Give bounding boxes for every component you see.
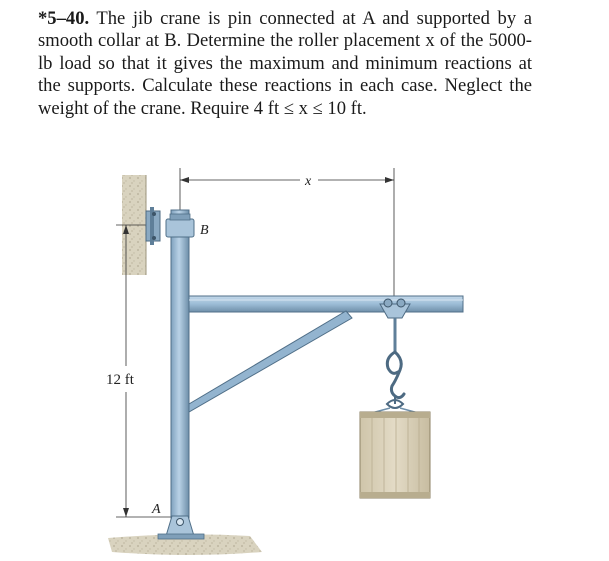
diagonal-brace bbox=[189, 311, 352, 412]
dim-x-arrow-right bbox=[385, 177, 394, 183]
trolley bbox=[380, 304, 410, 318]
bolt-lower bbox=[152, 236, 156, 240]
load-crate-bottom-band bbox=[360, 492, 430, 498]
label-b: B bbox=[200, 223, 209, 238]
pin-a bbox=[177, 519, 184, 526]
trolley-wheel-right bbox=[397, 299, 405, 307]
dim-12ft-arrow-bottom bbox=[123, 508, 129, 517]
dim-x-arrow-left bbox=[180, 177, 189, 183]
crane-column bbox=[171, 210, 189, 518]
label-a: A bbox=[152, 502, 161, 517]
jib-beam bbox=[189, 296, 463, 312]
hook-icon bbox=[387, 352, 404, 398]
load-crate-top-band bbox=[360, 412, 430, 418]
collar-b bbox=[166, 219, 194, 237]
bolt-upper bbox=[152, 212, 156, 216]
pin-support-base bbox=[158, 534, 204, 539]
problem-text: The jib crane is pin connected at A and supported by a smooth collar at B. Determine the roller placement x of the 5000-lb load so that it gives the maximum and minimum reactions at the supports. Calculate these reactions in each case. Neglect the weight of the crane. Require 4 ft ≤ x ≤ 10 ft. bbox=[38, 8, 532, 119]
dim-12ft-label: 12 ft bbox=[106, 372, 134, 388]
dim-x-label: x bbox=[305, 174, 312, 189]
trolley-wheel-left bbox=[384, 299, 392, 307]
problem-number: *5–40. bbox=[38, 8, 90, 29]
collar-b-cap bbox=[170, 214, 190, 220]
load-crate bbox=[360, 412, 430, 498]
